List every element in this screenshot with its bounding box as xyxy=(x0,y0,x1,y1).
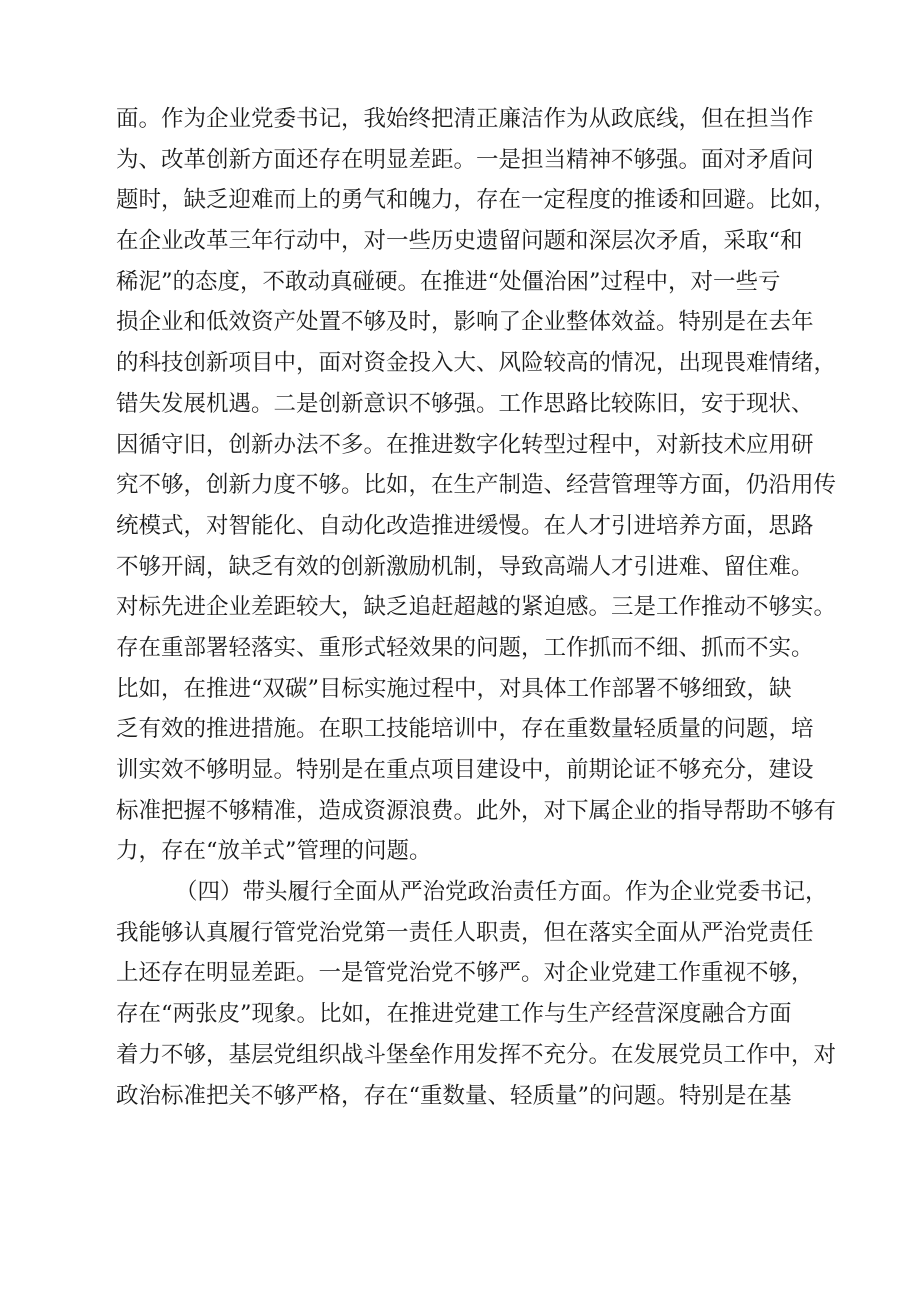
text-line: 训实效不够明显。特别是在重点项目建设中，前期论证不够充分，建设 xyxy=(116,757,814,783)
text-line: 错失发展机遇。二是创新意识不够强。工作思路比较陈旧，安于现状、 xyxy=(116,390,814,417)
section-heading-line: （四）带头履行全面从严治党政治责任方面。作为企业党委书记， xyxy=(175,879,828,906)
text-line: 我能够认真履行管党治党第一责任人职责，但在落实全面从严治党责任 xyxy=(116,919,814,946)
text-line: 题时，缺乏迎难而上的勇气和魄力，存在一定程度的推诿和回避。比如， xyxy=(116,187,837,214)
text-line: 不够开阔，缺乏有效的创新激励机制，导致高端人才引进难、留住难。 xyxy=(116,553,814,580)
text-line: 标准把握不够精准，造成资源浪费。此外，对下属企业的指导帮助不够有 xyxy=(116,797,837,824)
text-line: 乏有效的推进措施。在职工技能培训中，存在重数量轻质量的问题，培 xyxy=(116,716,814,743)
text-line: 政治标准把关不够严格，存在“重数量、轻质量”的问题。特别是在基 xyxy=(116,1082,792,1109)
text-line: 上还存在明显差距。一是管党治党不够严。对企业党建工作重视不够， xyxy=(116,960,814,987)
text-line: 比如，在推进“双碳”目标实施过程中，对具体工作部署不够细致，缺 xyxy=(116,675,792,702)
text-line: 在企业改革三年行动中，对一些历史遗留问题和深层次矛盾，采取“和 xyxy=(116,228,803,255)
text-line: 力，存在“放羊式”管理的问题。 xyxy=(116,838,432,865)
text-line: 存在重部署轻落实、重形式轻效果的问题，工作抓而不细、抓而不实。 xyxy=(116,634,814,661)
text-line: 存在“两张皮”现象。比如，在推进党建工作与生产经营深度融合方面 xyxy=(116,1001,792,1028)
text-line: 的科技创新项目中，面对资金投入大、风险较高的情况，出现畏难情绪， xyxy=(116,350,837,377)
text-line: 究不够，创新力度不够。比如，在生产制造、经营管理等方面，仍沿用传 xyxy=(116,472,837,499)
text-line: 对标先进企业差距较大，缺乏追赶超越的紧迫感。三是工作推动不够实。 xyxy=(116,594,837,621)
text-line: 稀泥”的态度，不敢动真碰硬。在推进“处僵治困”过程中，对一些亏 xyxy=(116,268,781,295)
text-line: 统模式，对智能化、自动化改造推进缓慢。在人才引进培养方面，思路 xyxy=(116,512,814,539)
text-line: 面。作为企业党委书记，我始终把清正廉洁作为从政底线，但在担当作 xyxy=(116,106,814,132)
document-body xyxy=(116,99,916,1116)
text-line: 着力不够，基层党组织战斗堡垒作用发挥不充分。在发展党员工作中，对 xyxy=(116,1041,837,1068)
text-line: 损企业和低效资产处置不够及时，影响了企业整体效益。特别是在去年 xyxy=(116,309,814,336)
text-line: 为、改革创新方面还存在明显差距。一是担当精神不够强。面对矛盾问 xyxy=(116,146,814,173)
text-line: 因循守旧，创新办法不多。在推进数字化转型过程中，对新技术应用研 xyxy=(116,431,814,458)
